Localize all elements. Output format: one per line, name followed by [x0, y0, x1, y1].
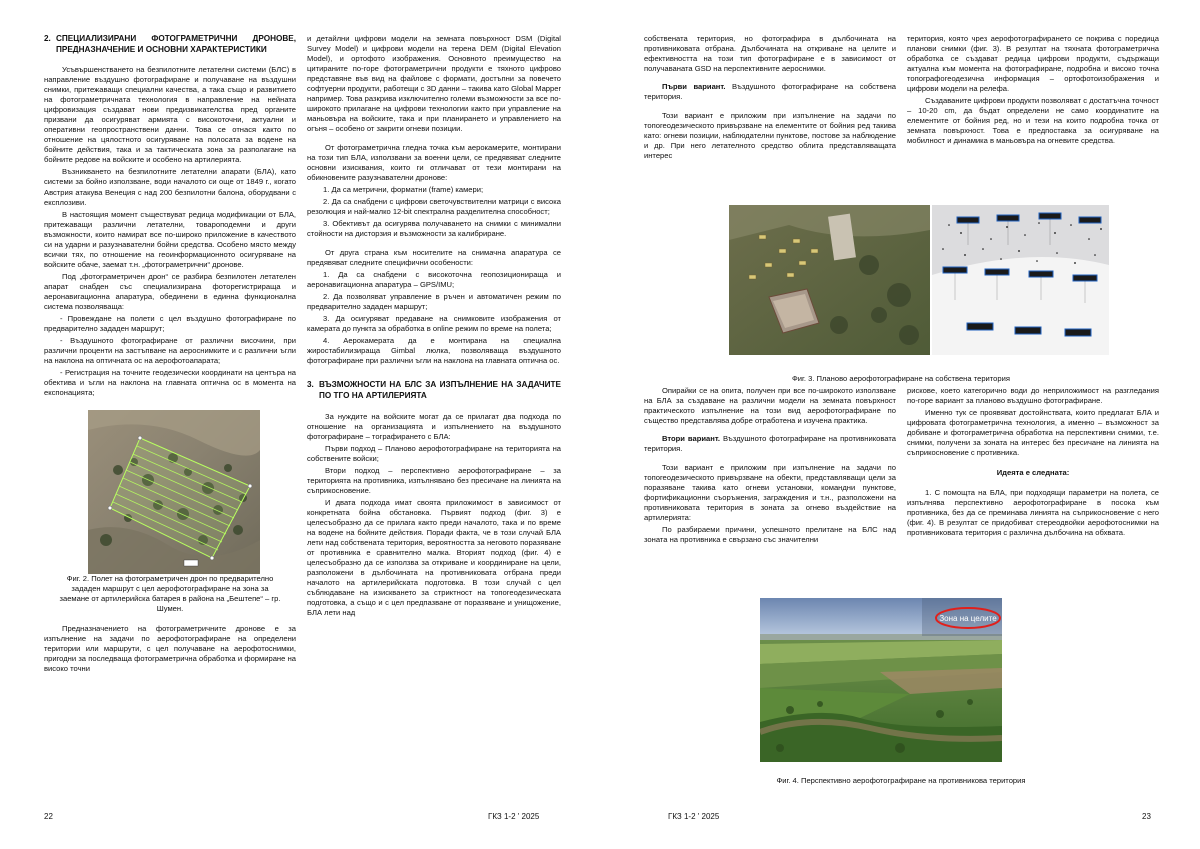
list-item: 2. Да са снабдени с цифрови светочувствителни матрици с висока резолюция и най-малко 12-bit спектрална разделителна способност; [307, 197, 561, 217]
variant-1-text: Въздушното фотографиране на собствена територия. [644, 82, 896, 102]
target-zone-label: Зона на целите [939, 614, 997, 623]
paragraph: рискове, което категорично води до неприложимост на разгледания по-горе вариант за планово въздушно фотографиране. [907, 386, 1159, 406]
list-item: - Регистрация на точните геодезически координати на центъра на обектива и ъгли на наклона на главната оптична ос в момента на експонацията; [44, 367, 296, 397]
journal-issue: ГКЗ 1-2 ' 2025 [668, 812, 720, 821]
satellite-flight-path-image [88, 410, 260, 574]
figure-3-caption: Фиг. 3. Планово аерофотографиране на собствена територия [792, 374, 1010, 383]
figure-4-caption: Фиг. 4. Перспективно аерофотографиране на противникова територия [776, 776, 1026, 785]
paragraph: Именно тук се проявяват достойнствата, които предлагат БЛА и цифровата фотограметрична технология, а именно – възможност за добиване и фотограметрична обработка на перспективни снимки, т.е. снимки, получени за зоната на интерес без пресичане на линията на съприкосновение с противника. [907, 408, 1159, 458]
paragraph: Втори подход – перспективно аерофотографиране – за територията на противника, изпълнявано без пресичане на линията на съприкосновение. [307, 465, 561, 495]
right-column-1 [644, 34, 896, 163]
orthophoto-and-camera-positions-image [729, 205, 1109, 355]
right-column-4 [907, 386, 1159, 540]
paragraph: и детайлни цифрови модели на земната повърхност DSM (Digital Survey Model) и цифрови модели на терена DEM (Digital Elevation Model), и ортофото изображения. Основното преимущество на цитираните по-горе фотограметрични продукти е тяхното цифрово представяне във вид на файлове с формати, достъпни за повечето софтуерни продукти, работещи с 3D данни – такива като Global Mapper например. Това разкрива изключително големи възможности за все по-широкото прилагане на цифрови технологии както при управление на маньовъра на войските, така и при планирането и управлението на огъня – особено от закрити огневи позиции. [307, 34, 561, 134]
paragraph: Под „фотограметричен дрон“ се разбира безпилотен летателен апарат снабден със специализирана фоторегистрираща и аеронавигационна апаратура, обединени в единна функционална система позволяваща: [44, 271, 296, 311]
paragraph: За нуждите на войските могат да се прилагат два подхода по отношение на организацията и изпълнението на въздушното фотографиране – тографирането с БЛА: [307, 411, 561, 441]
figure-2-caption: Фиг. 2. Полет на фотограметричен дрон по предварително зададен маршрут с цел аерофотографиране на зона за заемане от артилерийска батарея в района на „Бештепе“ – гр. Шумен. [59, 573, 281, 613]
list-item: 3. Обективът да осигурява получаването на снимки с минимални стойности на дисторзия и възможности за калибриране. [307, 219, 561, 239]
paragraph: територия, която чрез аерофотографирането се покрива с поредица планови снимки (фиг. 3). В резултат на тяхната фотограметрична обработка се създават редица цифрови продукти, съдържащи актуална към момента на фотографиране, подробна и високо точна топографогеодезична информация – ортофотоизображения и цифрови модели на релефа. [907, 34, 1159, 94]
section-3-number: 3. [307, 380, 314, 390]
paragraph: Този вариант е приложим при изпълнение на задачи по топогеодезическото привързване на елементите от бойния ред такива като: огневи позиции, наблюдателни пунктове, постове за наблюдение и др. При него летателното средство облита представляващата интерес [644, 111, 896, 161]
paragraph: собствената територия, но фотографира в дълбочината на противниковата отбрана. Дълбочината на откриване на целите и ефективността на този тип фотографиране е в зависимост от получаваната GSD на перспективните аероснимки. [644, 34, 896, 74]
page-23 [600, 0, 1200, 849]
list-item: 2. Да позволяват управление в ръчен и автоматичен режим по предварително зададен маршрут; [307, 292, 561, 312]
right-column-2 [907, 34, 1159, 148]
variant-1-label: Първи вариант. [662, 82, 726, 92]
paragraph: 1. С помощта на БЛА, при подходящи параметри на полета, се изпълнява перспективно аерофотографиране в посока към противника, без да се преминава линията на съприкосновение с него (фиг. 4). В резултат се придобиват стереодвойки аерофотоснимки на противниковата територия с различна дълбочина на обхвата. [907, 488, 1159, 538]
left-column-1 [44, 34, 296, 676]
section-2-title: СПЕЦИАЛИЗИРАНИ ФОТОГРАМЕТРИЧНИ ДРОНОВЕ, ПРЕДНАЗНАЧЕНИЕ И ОСНОВНИ ХАРАКТЕРИСТИКИ [56, 34, 296, 54]
journal-issue: ГКЗ 1-2 ' 2025 [488, 812, 540, 821]
paragraph: Възникването на безпилотните летателни апарати (БЛА), като системи за бойно използване, води началото си още от 1849 г., когато Австрия атакува Венеция с над 200 безпилотни балона, оборудвани с експлозиви. [44, 167, 296, 207]
paragraph: И двата подхода имат своята приложимост в зависимост от конкретната бойна обстановка. Първият подход (фиг. 3) е целесъобразно да се прилага както преди началото, така и по време на водене на бойните действия. Поради факта, че в този случай БЛА лети над собствената територия, вероятността за неговото поразяване от противника е сравнително малка. Вторият подход (фиг. 4) е целесъобразно да се използва за откриване и координиране на цели, разположени в дълбочината на противниковата отбрана преди началото на артилерийската подготовка. В този случай с цел съблюдаване на изискването за стриктност на топогеодезическата подготовка, а също и с цел предпазване от поразяване и унищожение, БЛА лети над [307, 497, 561, 618]
paragraph: По разбираеми причини, успешното прелитане на БЛС над зоната на противника е свързано със значителни [644, 525, 896, 545]
paragraph: В настоящия момент съществуват редица модификации от БЛА, притежаващи различни летателни, товароподемни и други възможности, които намират все по-широко приложение в качеството си на ударни и разузнавателни бойни средства. Особено място между всички тях, по отношение на геоинформационното осигуряване на войските обаче, заемат т.н. „фотограметрични“ дронове. [44, 209, 296, 269]
variant-2-label: Втори вариант. [662, 434, 720, 444]
page-number: 23 [1142, 812, 1151, 821]
figure-2-drone-flight-route [88, 410, 260, 574]
list-item: 4. Аерокамерата да е монтирана на специална жиростабилизираща Gimbal люлка, позволяваща въздушното фотографиране при различни ъгли на наклона на главната оптична ос. [307, 336, 561, 366]
section-3-heading [307, 380, 561, 401]
list-item: 1. Да са снабдени с високоточна геопозиционираща и аеронавигационна апаратура – GPS/IMU; [307, 270, 561, 290]
paragraph: Създаваните цифрови продукти позволяват с достатъчна точност – 10-20 cm, да бъдат определени не само координатите на елементите от бойния ред, но и тези на които подробна точка от земната повърхност. Това е предпоставка за осигуряване на мобилност и динамика в маньовъра на огневите средства. [907, 96, 1159, 146]
paragraph: Този вариант е приложим при изпълнение на задачи по топогеодезическото привързване на обекти, представляващи цели за поразяване такива като огневи установки, командни пунктове, фортификационни съоръжения, заграждения и т.н., разположени на противниковата територия в зоната за огнево въздействие на артилерията: [644, 463, 896, 523]
page-number: 22 [44, 812, 53, 821]
oblique-landscape-photo [760, 598, 1002, 762]
paragraph: Усъвършенстването на безпилотните летателни системи (БЛС) в направление въздушно фотографиране и получаване на въздушни снимки, притежаващи специални качества, а така също и развитието на фотограметричната технология в направление на нейната цифровизация създават нови предизвикателства пред органите призвани да осигуряват армията с високоточни, актуални и оперативни геопространствени данни. Това се отнася както по отношение на цялостното осигуряване на полосата за водене на бойните действия, така и за тактическата зона за разполагане на бойните редове на войските и особено на артилерията. [44, 65, 296, 165]
variant-2-text: Въздушното фотографиране на противниковата територия. [644, 434, 896, 454]
right-column-3 [644, 386, 896, 547]
variant-1-paragraph [644, 82, 896, 102]
paragraph: Опирайки се на опита, получен при все по-широкото използване на БЛА за създаване на различни модели на земната повърхност практическото изпълнение на този вид аерофотографиране по същество представлява добре отработена и изучена практика. [644, 386, 896, 426]
figure-4-oblique-aerial-photography [760, 598, 1002, 762]
figure-3-planar-aerial-photography [729, 205, 1109, 355]
section-2-heading [44, 34, 296, 55]
paragraph: Предназначението на фотограметричните дронове е за изпълнение на задачи по аерофотографиране на определени територии или маршрути, с цел получаване на аерофотоснимки, пригодни за последваща фотограметрична обработка и формиране на високо точни [44, 623, 296, 673]
paragraph: От друга страна към носителите на снимачна апаратура се предявяват следните специфични особености: [307, 248, 561, 268]
list-item: 1. Да са метрични, форматни (frame) камери; [323, 185, 484, 195]
paragraph: Първи подход – Планово аерофотографиране на територията на собствените войски; [307, 443, 561, 463]
section-3-title: ВЪЗМОЖНОСТИ НА БЛС ЗА ИЗПЪЛНЕНИЕ НА ЗАДАЧИТЕ ПО ТГО НА АРТИЛЕРИЯТА [319, 380, 561, 401]
list-item: - Провеждане на полети с цел въздушно фотографиране по предварително зададен маршрут; [44, 313, 296, 333]
variant-2-paragraph [644, 434, 896, 454]
list-item: - Въздушното фотографиране от различни височини, при различни проценти на застъпване на аероснимките и с различни ъгли на наклона на оптичната ос на аерофотоапарата; [44, 335, 296, 365]
left-column-2 [307, 34, 561, 620]
idea-heading: Идеята е следната: [996, 468, 1070, 478]
paragraph: От фотограметрична гледна точка към аерокамерите, монтирани на този тип БЛА, използвани за военни цели, се предявяват следните основни изисквания, които ги отличават от тези монтирани на обикновените разузнавателни дронове: [307, 143, 561, 183]
section-2-number: 2. [44, 34, 51, 43]
list-item: 3. Да осигуряват предаване на снимковите изображения от камерата до пункта за обработка в online режим по време на полета; [307, 314, 561, 334]
